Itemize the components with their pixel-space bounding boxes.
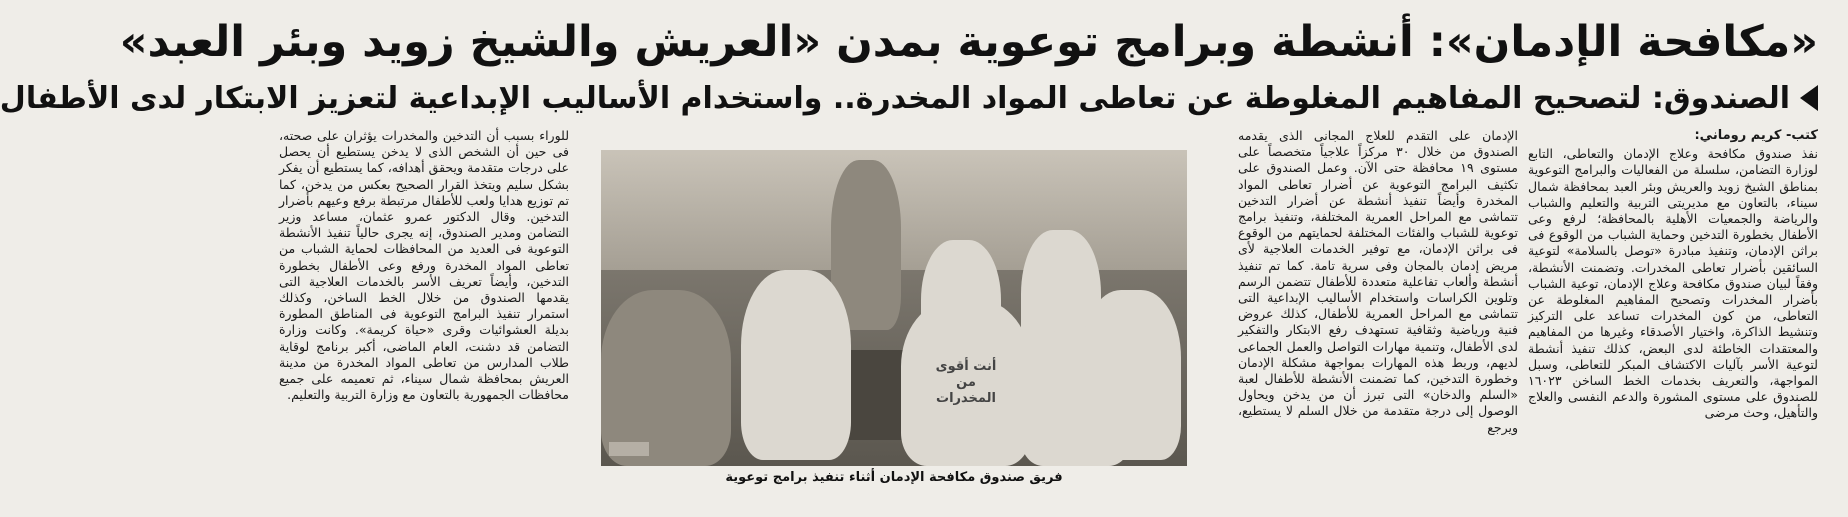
column-1-text: نفذ صندوق مكافحة وعلاج الإدمان والتعاطى، التابع لوزارة التضامن، سلسلة من الفعاليات والبرامج التوعوية بمناطق الشيخ زويد والعريش وبئر العبد بمحافظة شمال سيناء، بالتعاون مع مديريتى التربية والتعليم والشباب والرياضة والجمعيات الأهلية بالمحافظة؛ لرفع وعى الأطفال بخطورة التدخين وحماية الشباب من الوقوع فى براثن الإدمان، وتنفيذ مبادرة «توصل بالسلامة» لتوعية السائقين بأضرار تعاطى المخدرات. وتضمنت الأنشطة، وفقاً لبيان صندوق مكافحة وعلاج الإدمان، توعية الشباب بأضرار المخدرات وتصحيح المفاهيم المغلوطة عن التعاطى، من كون المخدرات تساعد على التركيز وتنشيط الذاكرة، واختيار الأصدقاء وغيرها من المفاهيم والمعتقدات الخاطئة لدى البعض، كذلك تنفيذ أنشطة لتوعية الأسر بآليات الاكتشاف المبكر للتعاطى، وسبل المواجهة، والتعريف بخدمات الخط الساخن ١٦٠٢٣ للصندوق على مستوى المشورة والدعم النفسى والعلاج والتأهيل، وحث مرضى <box>1528 146 1818 421</box>
photo-person-vest <box>901 300 1031 466</box>
photo-person <box>601 290 731 466</box>
photo-caption: فريق صندوق مكافحة الإدمان أثناء تنفيذ برامج توعوية <box>725 470 1063 485</box>
arrow-marker-icon <box>1800 85 1818 111</box>
article-column-3 <box>279 128 569 498</box>
photo-vest-text: أنت أقوى من المخدرات <box>935 359 997 406</box>
article-column-1 <box>1528 128 1818 508</box>
headline: «مكافحة الإدمان»: أنشطة وبرامج توعوية بمدن «العريش والشيخ زويد وبئر العبد» <box>119 17 1818 67</box>
photo-watermark <box>609 442 649 456</box>
column-2-text: الإدمان على التقدم للعلاج المجانى الذى يقدمه الصندوق من خلال ٣٠ مركزاً علاجياً متخصصاً على مستوى ١٩ محافظة حتى الآن. وعمل الصندوق على تكثيف البرامج التوعوية عن أضرار تعاطى المواد المخدرة وأيضاً تنفيذ أنشطة عن أضرار التدخين تتماشى مع المراحل العمرية المختلفة، وتنفيذ برامج توعوية للشباب والفئات المختلفة لحمايتهم من الوقوع فى براثن الإدمان، مع توفير الخدمات العلاجية لأى مريض إدمان بالمجان وفى سرية تامة. كما تم تنفيذ أنشطة وألعاب تفاعلية متعددة للأطفال تتضمن الرسم وتلوين الكراسات واستخدام الأساليب الإبداعية التى تتماشى مع المراحل العمرية للأطفال، كذلك عروض فنية ورياضية وثقافية تستهدف رفع الابتكار والتفكير لدى الأطفال، وتنمية مهارات التواصل والعمل الجماعى لديهم، وربط هذه المهارات بمواجهة مشكلة الإدمان وخطورة التدخين، كما تضمنت الأنشطة للأطفال لعبة «السلم والدخان» التى تبرز أن من يدخن ويحاول الوصول إلى درجة متقدمة من خلال السلم لا يستطيع، ويرجع <box>1238 128 1518 435</box>
article-column-2 <box>1238 128 1518 508</box>
subheadline-text: الصندوق: لتصحيح المفاهيم المغلوطة عن تعاطى المواد المخدرة.. واستخدام الأساليب الإبداعية لتعزيز الابتكار لدى الأطفال <box>0 80 1790 116</box>
subheadline <box>0 76 1818 120</box>
article-photo <box>601 150 1187 466</box>
byline: كتب- كريم روماني: <box>1694 128 1818 143</box>
photo-person <box>1021 330 1131 466</box>
column-3-text: للوراء بسبب أن التدخين والمخدرات يؤثران على صحته، فى حين أن الشخص الذى لا يدخن يستطيع أن يحصل على درجات متقدمة ويحقق أهدافه، كما يستطيع أن يفكر بشكل سليم ويتخذ القرار الصحيح بعكس من يدخن، كما تم توزيع هدايا ولعب للأطفال مرتبطة برفع وعيهم بأضرار التدخين. وقال الدكتور عمرو عثمان، مساعد وزير التضامن ومدير الصندوق، إنه يجرى حالياً تنفيذ الأنشطة التوعوية فى العديد من المحافظات لحماية الشباب من تعاطى المواد المخدرة ورفع وعى الأطفال بخطورة التدخين، وأيضاً تعريف الأسر بالخدمات العلاجية التى يقدمها الصندوق من خلال الخط الساخن، وكذلك استمرار تنفيذ البرامج التوعوية فى المناطق المطورة بديلة العشوائيات وقرى «حياة كريمة». وكانت وزارة التضامن قد دشنت، العام الماضى، أكبر برنامج لوقاية طلاب المدارس من تعاطى المواد المخدرة من مدينة العريش بمحافظة شمال سيناء، ثم تعميمه على جميع محافظات الجمهورية بالتعاون مع وزارة التربية والتعليم. <box>279 128 569 403</box>
photo-person <box>741 270 851 460</box>
